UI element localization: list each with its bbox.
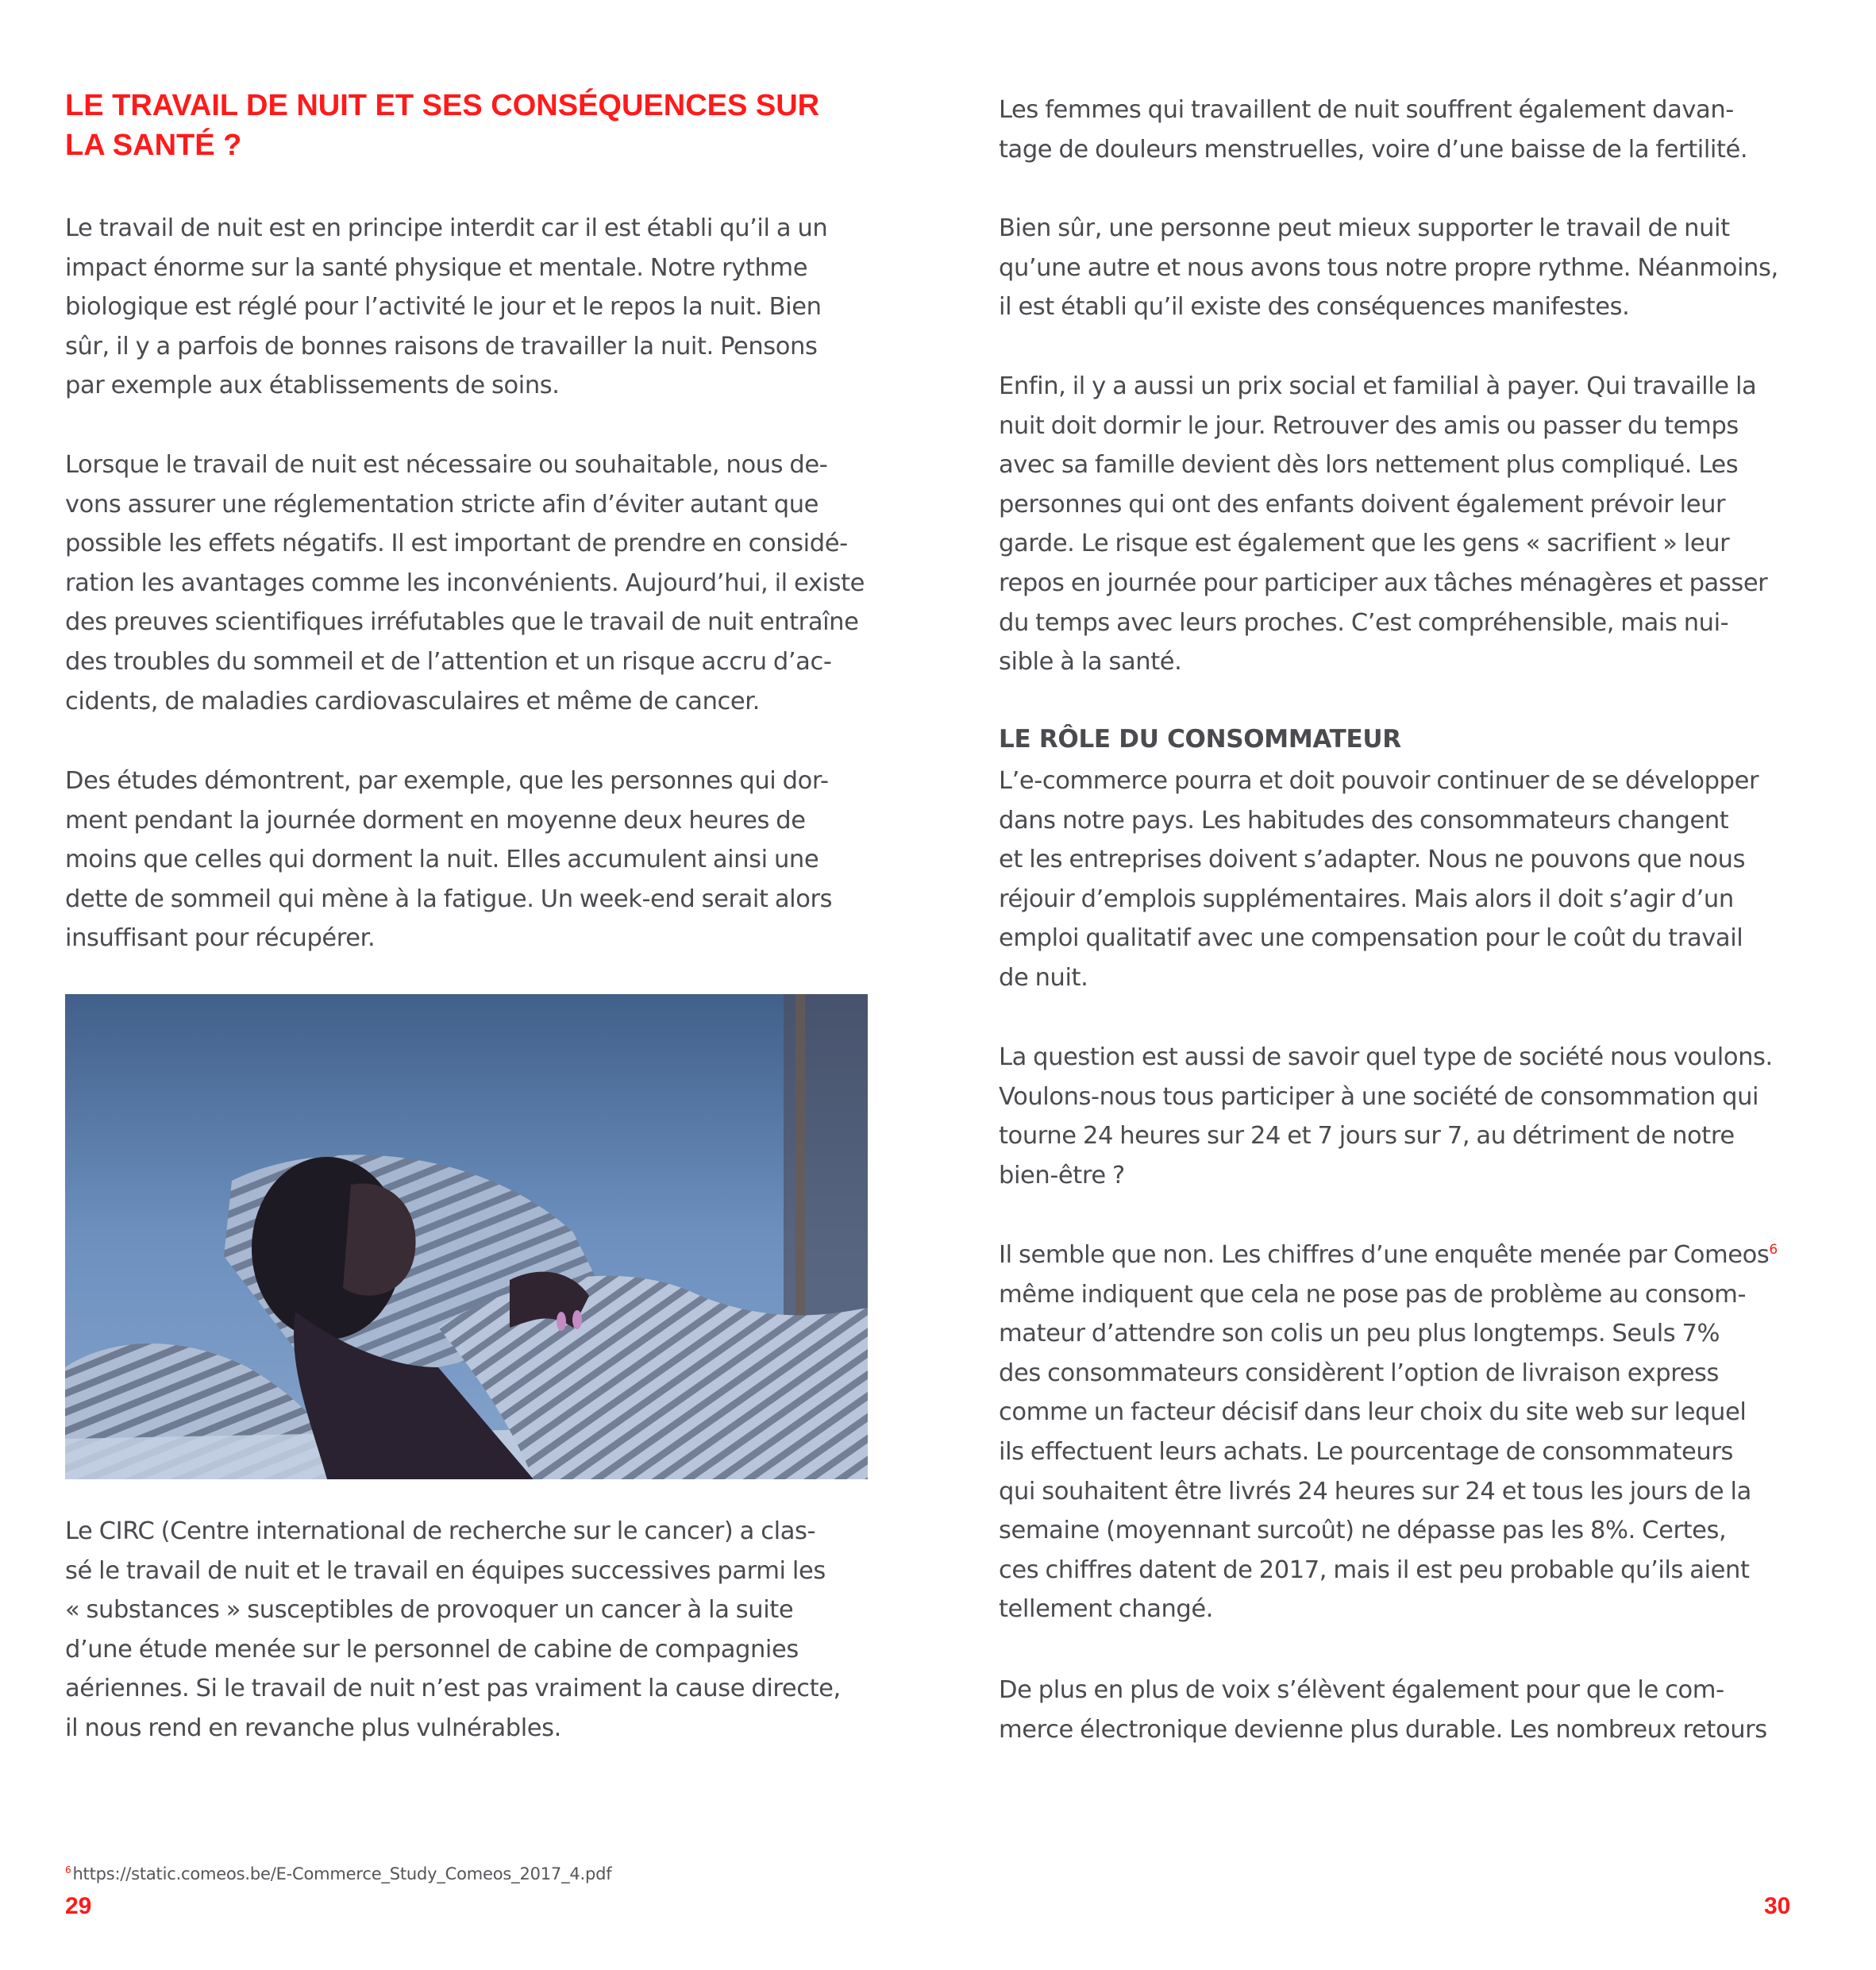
text-line: semaine (moyennant surcoût) ne dépasse pas les 8%. Certes, [999, 1517, 1727, 1545]
paragraph-sustainability [999, 1671, 1767, 1749]
text-line: Voulons-nous tous participer à une société de consommation qui [999, 1082, 1759, 1111]
text-line [999, 1236, 1778, 1275]
text-line: qui souhaitent être livrés 24 heures sur 24 et tous les jours de la [999, 1477, 1751, 1505]
text-line: du temps avec leurs proches. C’est compréhensible, mais nui- [999, 608, 1729, 637]
text-line: sé le travail de nuit et le travail en équipes successives parmi les [65, 1556, 826, 1585]
text-line: emploi qualitatif avec une compensation pour le coût du travail [999, 924, 1743, 953]
text-line: dans notre pays. Les habitudes des consommateurs changent [999, 806, 1729, 835]
text-line: La question est aussi de savoir quel type de société nous voulons. [999, 1043, 1773, 1071]
footnote-link[interactable]: https://static.comeos.be/E-Commerce_Study_Comeos_2017_4.pdf [72, 1864, 612, 1883]
text-line: qu’une autre et nous avons tous notre propre rythme. Néanmoins, [999, 253, 1778, 282]
text-line: avec sa famille devient dès lors nettement plus compliqué. Les [999, 451, 1739, 480]
text-line: d’une étude menée sur le personnel de cabine de compagnies [65, 1635, 799, 1664]
paragraph-rhythm [999, 209, 1778, 327]
text-line: garde. Le risque est également que les gens « sacrifient » leur [999, 530, 1730, 558]
text-line: merce électronique devienne plus durable. Les nombreux retours [999, 1715, 1767, 1744]
text-line: biologique est réglé pour l’activité le jour et le repos la nuit. Bien [65, 293, 822, 322]
text-line: vons assurer une réglementation stricte afin d’éviter autant que [65, 490, 819, 519]
text-line: il est établi qu’il existe des conséquences manifestes. [999, 293, 1630, 322]
text-line: Enfin, il y a aussi un prix social et familial à payer. Qui travaille la [999, 372, 1757, 400]
text-line: ment pendant la journée dorment en moyenne deux heures de [65, 806, 806, 835]
page-number-left: 29 [65, 1893, 92, 1919]
paragraph-women [999, 91, 1747, 169]
text-line: tourne 24 heures sur 24 et 7 jours sur 7, au détriment de notre [999, 1122, 1735, 1151]
text-line: Le travail de nuit est en principe interdit car il est établi qu’il a un [65, 214, 828, 242]
text-line: réjouir d’emplois supplémentaires. Mais alors il doit s’agir d’un [999, 885, 1734, 913]
text-line: mateur d’attendre son colis un peu plus longtemps. Seuls 7% [999, 1320, 1720, 1348]
page-number-right: 30 [1764, 1893, 1791, 1919]
footnote-marker: 6 [65, 1864, 71, 1876]
paragraph-regulation [65, 445, 865, 721]
text-line: même indiquent que cela ne pose pas de problème au consom- [999, 1280, 1747, 1309]
text-line: sûr, il y a parfois de bonnes raisons de travailler la nuit. Pensons [65, 332, 818, 360]
text-fragment: Il semble que non. Les chiffres d’une enquête menée par Comeos [999, 1241, 1770, 1269]
paragraph-society-question [999, 1038, 1773, 1195]
text-line: repos en journée pour participer aux tâches ménagères et passer [999, 569, 1768, 597]
text-line: Bien sûr, une personne peut mieux supporter le travail de nuit [999, 214, 1730, 242]
paragraph-ecommerce [999, 761, 1759, 998]
text-line: des consommateurs considèrent l’option de livraison express [999, 1359, 1720, 1387]
text-line: de nuit. [999, 963, 1088, 992]
page-title [65, 86, 891, 165]
text-line: cidents, de maladies cardiovasculaires et même de cancer. [65, 687, 760, 715]
photo-woman-awake-in-bed [65, 994, 868, 1479]
paragraph-studies [65, 761, 832, 958]
text-line: ils effectuent leurs achats. Le pourcentage de consommateurs [999, 1437, 1733, 1466]
text-line: Lorsque le travail de nuit est nécessaire ou souhaitable, nous de- [65, 451, 828, 479]
text-line: possible les effets négatifs. Il est important de prendre en considé- [65, 530, 848, 558]
paragraph-intro [65, 209, 827, 406]
section-heading-consumer-role: LE RÔLE DU CONSOMMATEUR [999, 725, 1401, 754]
text-line: Des études démontrent, par exemple, que les personnes qui dor- [65, 767, 829, 795]
text-line: il nous rend en revanche plus vulnérables. [65, 1714, 561, 1742]
text-line: ration les avantages comme les inconvénients. Aujourd’hui, il existe [65, 569, 865, 597]
text-line: et les entreprises doivent s’adapter. Nous ne pouvons que nous [999, 846, 1746, 874]
paragraph-circ [65, 1512, 841, 1748]
text-line: L’e-commerce pourra et doit pouvoir continuer de se développer [999, 767, 1759, 795]
text-line: impact énorme sur la santé physique et mentale. Notre rythme [65, 253, 808, 282]
text-line: aériennes. Si le travail de nuit n’est pas vraiment la cause directe, [65, 1675, 841, 1703]
text-line: personnes qui ont des enfants doivent également prévoir leur [999, 490, 1726, 519]
paragraph-comeos-survey [999, 1236, 1778, 1629]
title-line-1: LE TRAVAIL DE NUIT ET SES CONSÉQUENCES SUR [65, 89, 820, 122]
text-line: sible à la santé. [999, 648, 1182, 677]
title-line-2: LA SANTÉ ? [65, 129, 242, 162]
footnote [65, 1858, 611, 1886]
text-line: tellement changé. [999, 1595, 1214, 1624]
text-line: comme un facteur décisif dans leur choix du site web sur lequel [999, 1398, 1747, 1427]
text-line: Le CIRC (Centre international de recherche sur le cancer) a clas- [65, 1517, 816, 1545]
text-line: De plus en plus de voix s’élèvent également pour que le com- [999, 1676, 1724, 1704]
text-line: Les femmes qui travaillent de nuit souffrent également davan- [999, 96, 1734, 124]
text-line: bien-être ? [999, 1161, 1125, 1189]
paragraph-social-cost [999, 367, 1767, 682]
text-line: insuffisant pour récupérer. [65, 924, 376, 953]
text-line: « substances » susceptibles de provoquer un cancer à la suite [65, 1596, 794, 1625]
text-line: ces chiffres datent de 2017, mais il est peu probable qu’ils aient [999, 1556, 1750, 1584]
text-line: des troubles du sommeil et de l’attention et un risque accru d’ac- [65, 647, 832, 676]
text-line: nuit doit dormir le jour. Retrouver des amis ou passer du temps [999, 411, 1739, 440]
text-line: moins que celles qui dorment la nuit. Elles accumulent ainsi une [65, 846, 819, 874]
text-line: des preuves scientifiques irréfutables que le travail de nuit entraîne [65, 608, 859, 637]
text-line: tage de douleurs menstruelles, voire d’une baisse de la fertilité. [999, 135, 1748, 164]
text-line: dette de sommeil qui mène à la fatigue. Un week-end serait alors [65, 885, 833, 913]
footnote-reference[interactable]: 6 [1769, 1241, 1778, 1258]
text-line: par exemple aux établissements de soins. [65, 372, 560, 400]
